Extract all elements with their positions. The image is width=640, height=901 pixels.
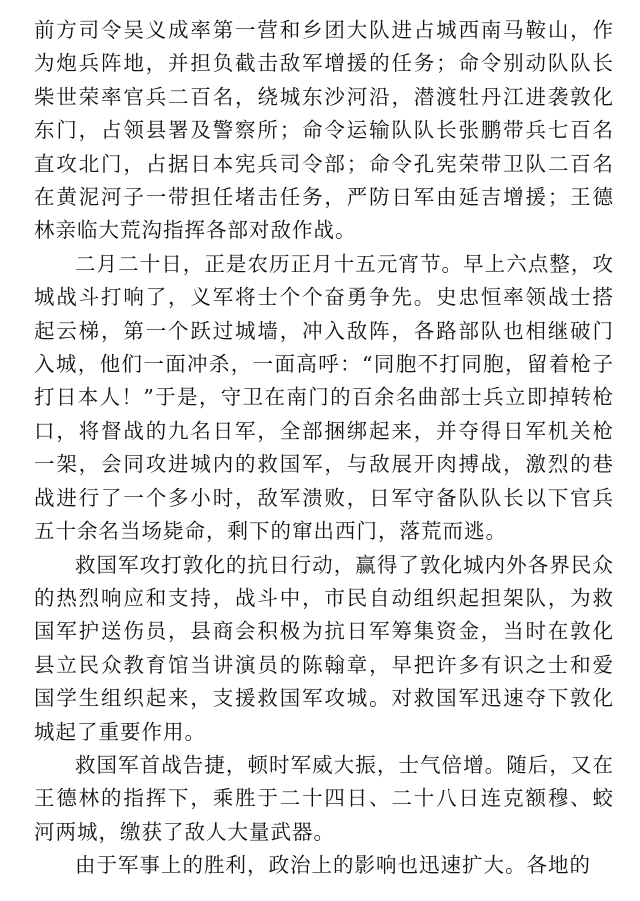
document-page [34,14,614,894]
paragraph-command-orders: 前方司令吴义成率第一营和乡团大队进占城西南马鞍山，作为炮兵阵地，并担负截击敌军增援的任务；命令别动队队长柴世荣率官兵二百名，绕城东沙河沿，潜渡牡丹江进袭敦化东门，占领县署及警察所；命令运输队队长张鹏带兵七百名直攻北门，占据日本宪兵司令部；命令孔宪荣带卫队二百名在黄泥河子一带担任堵击任务，严防日军由延吉增援；王德林亲临大荒沟指挥各部对敌作战。 [34,18,614,243]
paragraph-public-support: 救国军攻打敦化的抗日行动，赢得了敦化城内外各界民众的热烈响应和支持，战斗中，市民自动组织起担架队，为救国军护送伤员，县商会积极为抗日军筹集资金，当时在敦化县立民众教育馆当讲演员的陈翰章，早把许多有识之士和爱国学生组织起来，支援救国军攻城。对救国军迅速夺下敦化城起了重要作用。 [34,552,614,744]
paragraph-battle-account: 二月二十日，正是农历正月十五元宵节。早上六点整，攻城战斗打响了，义军将士个个奋勇争先。史忠恒率领战士搭起云梯，第一个跃过城墙，冲入敌阵，各路部队也相继破门入城，他们一面冲杀，一面高呼：“同胞不打同胞，留着枪子打日本人！”于是，守卫在南门的百余名曲部士兵立即掉转枪口，将督战的九名日军，全部捆绑起来，并夺得日军机关枪一架，会同攻进城内的救国军，与敌展开肉搏战，激烈的巷战进行了一个多小时，敌军溃败，日军守备队队长以下官兵五十余名当场毙命，剩下的窜出西门，落荒而逃。 [34,251,614,544]
paragraph-further-victories: 救国军首战告捷，顿时军威大振，士气倍增。随后，又在王德林的指挥下，乘胜于二十四日、二十八日连克额穆、蛟河两城，缴获了敌人大量武器。 [34,752,614,844]
paragraph-political-influence: 由于军事上的胜利，政治上的影响也迅速扩大。各地的 [75,853,591,878]
